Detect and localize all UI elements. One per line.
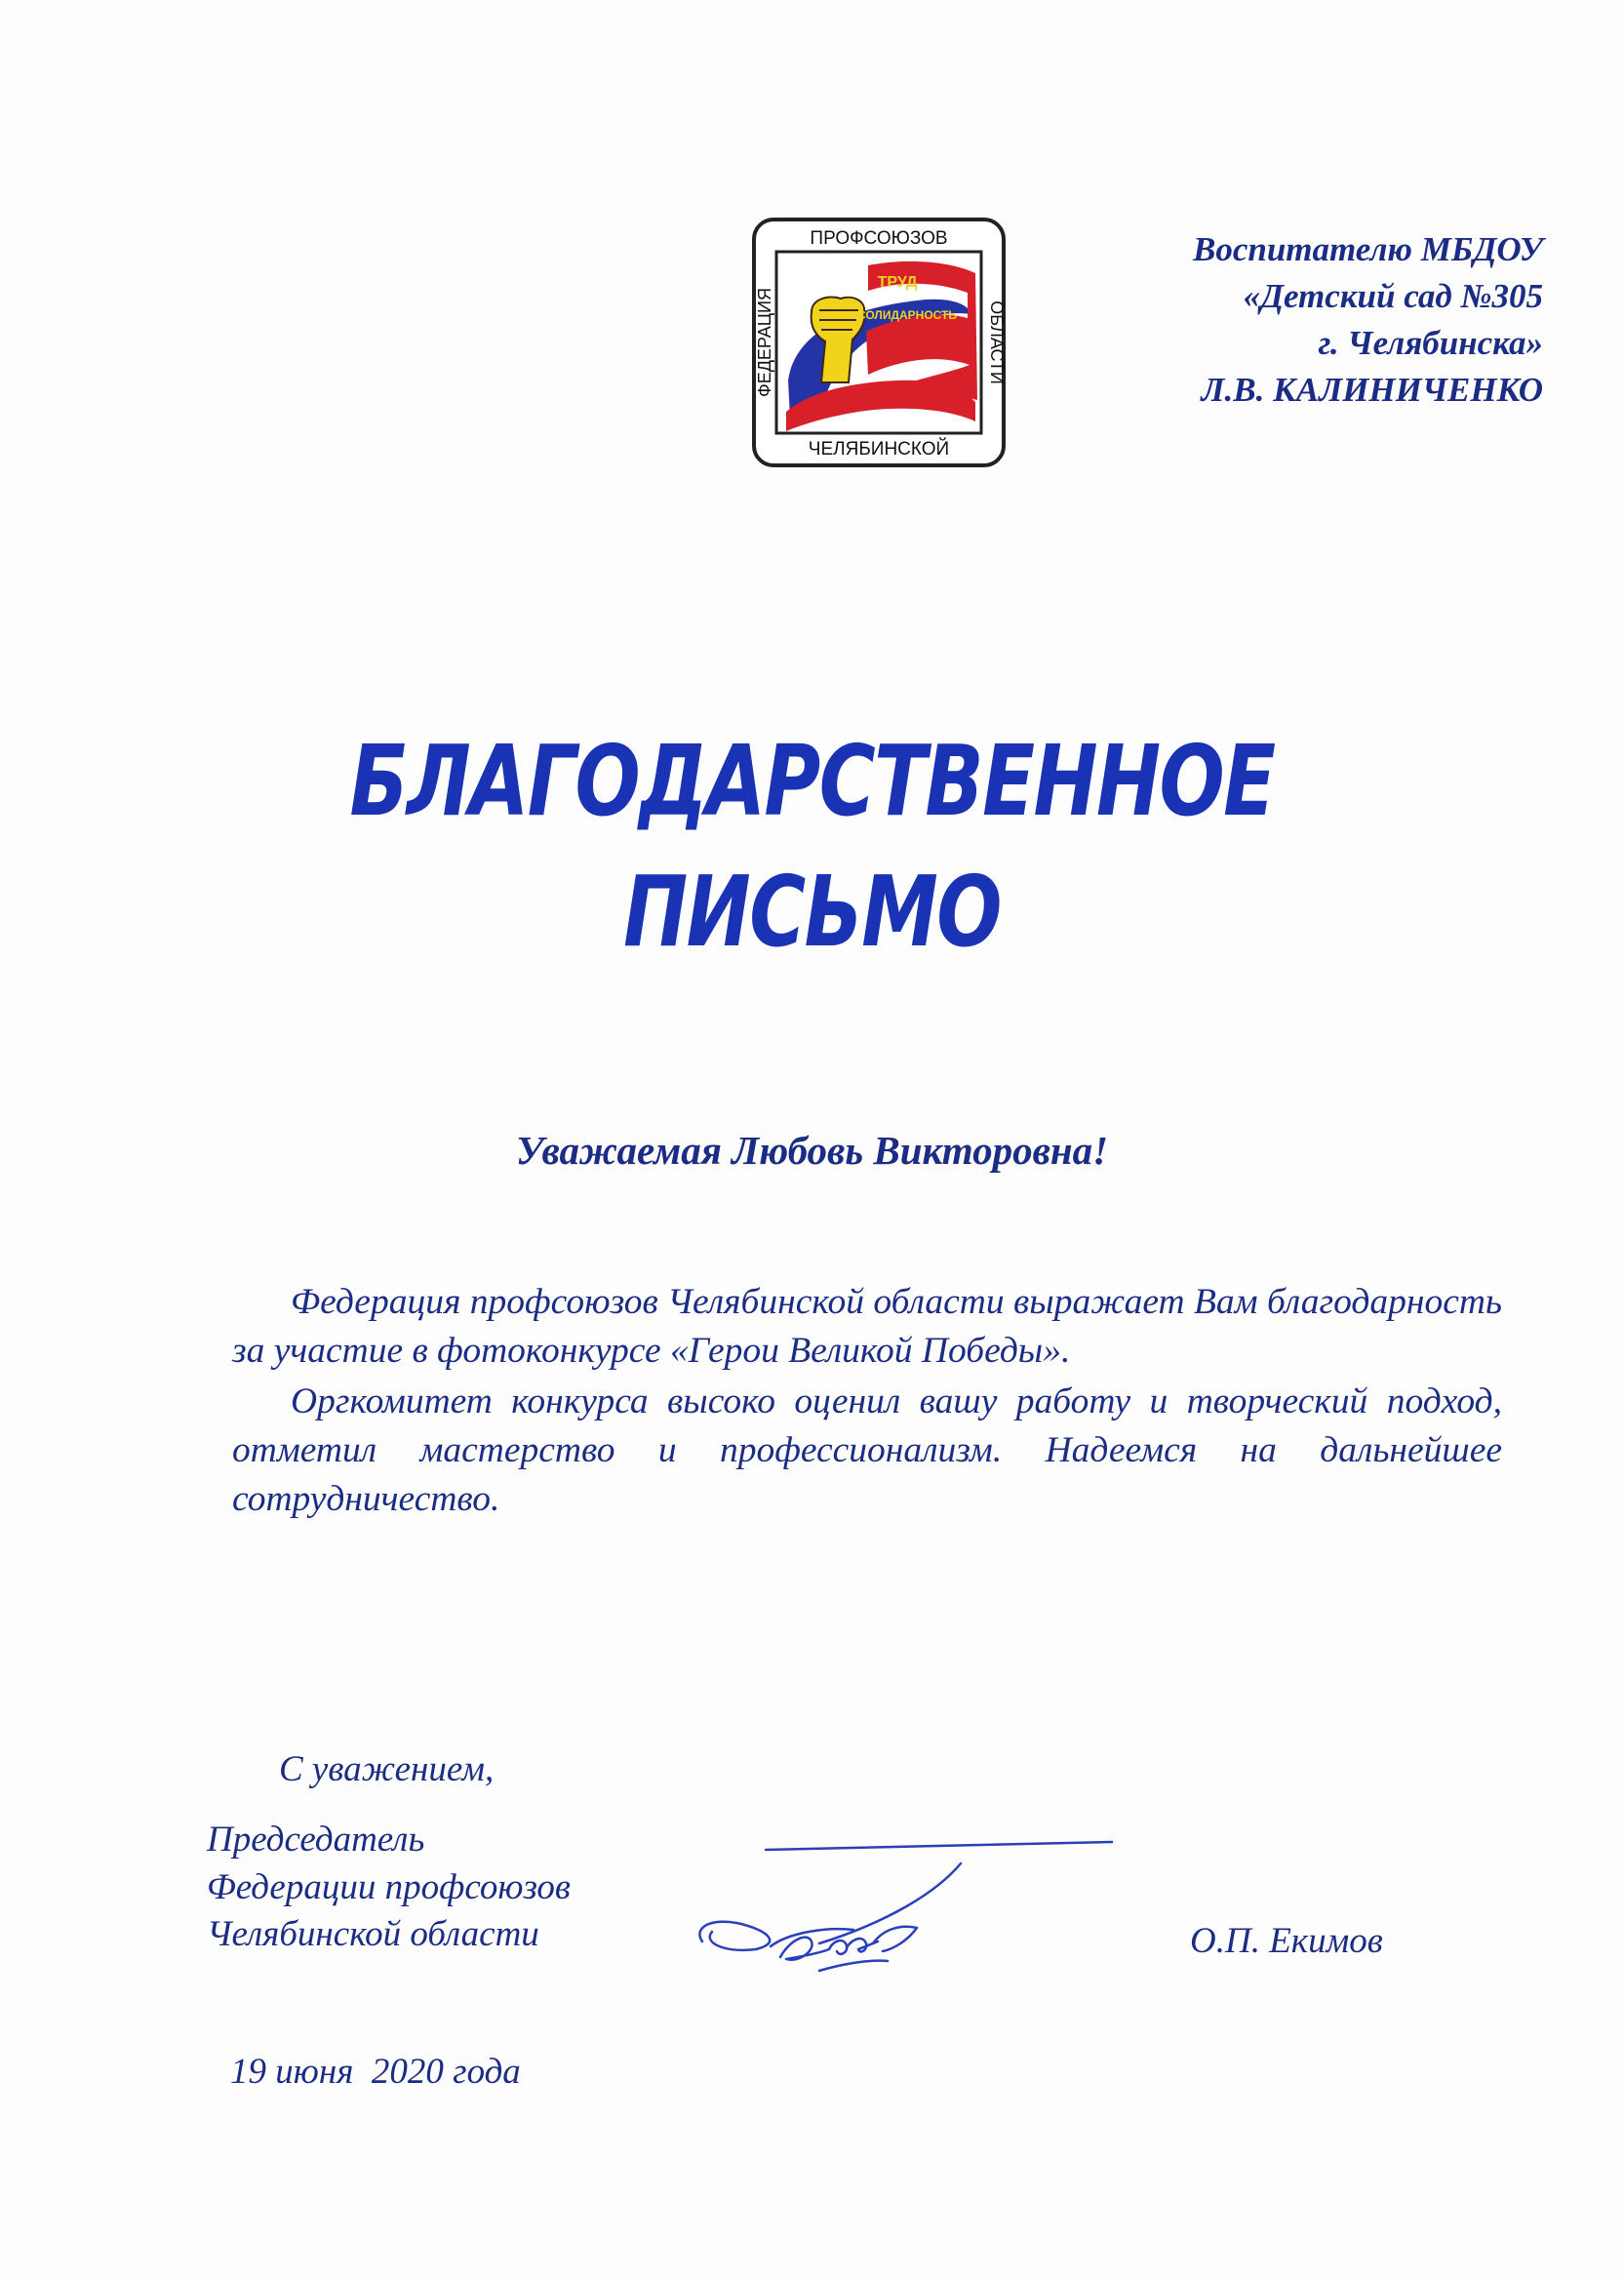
logo-ribbon-middle-text: СОЛИДАРНОСТЬ: [857, 308, 957, 322]
signer-name: О.П. Екимов: [1190, 1921, 1383, 1961]
position-line: Челябинской области: [207, 1914, 539, 1954]
letter-body: [232, 1278, 1502, 1524]
addressee-block: [1193, 226, 1543, 414]
letter-title-line-1: БЛАГОДАРСТВЕННОЕ: [349, 724, 1275, 838]
closing-regards: С уважением,: [279, 1749, 495, 1789]
logo-bottom-text: ЧЕЛЯБИНСКОЙ: [808, 439, 950, 460]
letter-date: 19 июня 2020 года: [230, 2052, 521, 2092]
handwritten-signature: [683, 1834, 1122, 1990]
logo-right-text: ОБЛАСТИ: [987, 300, 1007, 384]
body-paragraph: Федерация профсоюзов Челябинской области выражает Вам благодарность за участие в фотоконкурсе «Герои Великой Победы».: [232, 1282, 1502, 1371]
addressee-line: г. Челябинска»: [1318, 324, 1543, 362]
position-line: Председатель: [207, 1820, 425, 1860]
position-line: Федерации профсоюзов: [207, 1866, 571, 1907]
letter-title-line-2: ПИСЬМО: [623, 855, 1001, 969]
greeting: Уважаемая Любовь Викторовна!: [515, 1128, 1109, 1173]
logo-top-text: ПРОФСОЮЗОВ: [810, 228, 948, 249]
addressee-line: «Детский сад №305: [1243, 277, 1543, 315]
addressee-line: Л.В. КАЛИНИЧЕНКО: [1201, 371, 1543, 409]
signer-position: [207, 1817, 571, 1959]
logo-left-text: ФЕДЕРАЦИЯ: [755, 288, 774, 397]
body-paragraph: Оргкомитет конкурса высоко оценил вашу работу и творческий подход, отметил мастерство и профессионализм. Надеемся на дальнейшее сотрудничество.: [232, 1381, 1502, 1519]
addressee-line: Воспитателю МБДОУ: [1192, 230, 1543, 268]
logo-ribbon-top-text: ТРУД: [877, 274, 918, 291]
trade-union-federation-logo: [751, 217, 1007, 468]
